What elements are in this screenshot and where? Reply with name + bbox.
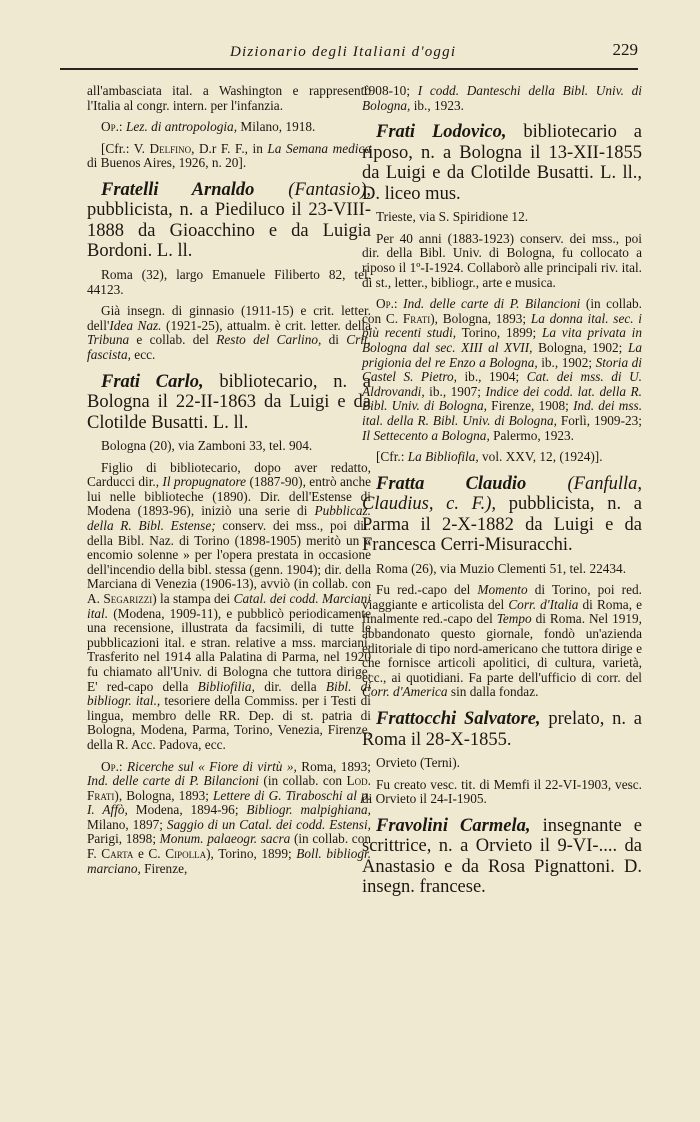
entry-address: Roma (26), via Muzio Clementi 51, tel. 22434.	[376, 560, 627, 576]
reference-note: [Cfr.: V. Delfino, D.r F. F., in La Semana medica di Buenos Aires, 1926, n. 20].	[87, 140, 372, 171]
entry-body: Fu red.-capo del Momento di Torino, poi red. viaggiante e articolista del Corr. d'Italia di Roma, e finalmente red.-capo del Tempo di Roma. Nel 1919, abbandonato questo giornale, fondò un'azienda editoriale di tipo nord-americano che tuttora dirige e che fornisce articoli apolitici, di cultura, varietà, ecc., ai quotidiani. Fa parte dell'ufficio di corr. del Corr. d'America sin dalla fondaz.	[362, 582, 643, 700]
entry-heading: Fratta Claudio (Fanfulla, Claudius, c. F.), pubblicista, n. a Parma il 2-X-1882 da Luigi e da Francesca Cerri-Misuracchi.	[362, 473, 642, 556]
works-list: Op.: Ind. delle carte di P. Bilancioni (in collab. con C. Frati), Bologna, 1893; La donna ital. sec. i più recenti studi, Torino, 1899; La vita privata in Bologna dal sec. XIII al XVII, Bologna, 1902; La prigionia del re Enzo a Bologna, ib., 1902; Storia di Castel S. Pietro, ib., 1904; Cat. dei mss. di U. Aldrovandi, ib., 1907; Indice dei codd. lat. della R. Bibl. Univ. di Bologna, Firenze, 1908; Ind. dei mss. ital. della R. Bibl. Univ. di Bologna, Forlì, 1909-23; Il Settecento a Bologna, Palermo, 1923.	[362, 296, 643, 443]
entry-address: Bologna (20), via Zamboni 33, tel. 904.	[101, 438, 313, 454]
works-list: Op.: Ricerche sul « Fiore di virtù », Roma, 1893; Ind. delle carte di P. Bilancioni (in collab. con Lod. Frati), Bologna, 1893; Lettere di G. Tiraboschi al p. I. Affò, Modena, 1894-96; Bibliogr. malpighiana, Milano, 1897; Saggio di un Catal. dei codd. Estensi, Parigi, 1898; Monum. palaeogr. sacra (in collab. con F. Carta e C. Cipolla), Torino, 1899; Boll. bibliogr. marciano, Firenze,	[87, 758, 372, 876]
entry-body: Figlio di bibliotecario, dopo aver redatto, Carducci dir., Il propugnatore (1887-90), entrò anche lui nelle biblioteche (1890). Dir. dell'Estense di Modena (1893-96), iniziò una serie di Pubblicaz. della R. Bibl. Estense; conserv. dei mss., poi dir. della Bibl. Naz. di Torino (1898-1905) meritò un « encomio solenne » per l'opera prestata in occasione dell'incendio della bibl. stessa (genn. 1904); dir. della Marciana di Venezia (1906-13), avviò (in collab. con A. Segarizzi) la stampa dei Catal. dei codd. Marciani ital. (Modena, 1909-11), e pubblicò periodicamente una recensione, illustrata da facsimili, di tutte le pubblicazioni ital. e stran. relative a mss. marciani. Trasferito nel 1914 alla Palatina di Parma, nel 1920 fu chiamato all'Univ. di Bologna che tuttora dirige. E' red-capo della Bibliofilia, dir. della Bibl. di bibliogr. ital., tesoriere della Commiss. per i Testi di lingua, membro delle RR. Dep. di st. patria di Bologna, Modena, Parma, Torino, Venezia, Firenze, della R. Acc. Padova, ecc.	[87, 459, 372, 752]
reference-note: [Cfr.: La Bibliofila, vol. XXV, 12, (1924)].	[376, 449, 603, 465]
entry-body: Già insegn. di ginnasio (1911-15) e crit. letter. dell'Idea Naz. (1921-25), attualm. è crit. letter. della Tribuna e collab. del Resto del Carlino, di Crit. fascista, ecc.	[87, 303, 372, 362]
entry-heading: Frattocchi Salvatore, prelato, n. a Roma il 28-X-1855.	[362, 709, 642, 750]
entry-address: Orvieto (Terni).	[376, 755, 460, 771]
entry-address: Roma (32), largo Emanuele Filiberto 82, tel. 44123.	[87, 266, 371, 297]
running-title: Dizionario degli Italiani d'oggi	[230, 44, 457, 60]
entry-heading: Fravolini Carmela, insegnante e scrittrice, n. a Orvieto il 9-VI-.... da Anastasio e da Rosa Pignattoni. D. insegn. francese.	[362, 815, 643, 898]
entry-body: Fu creato vesc. tit. di Memfi il 22-VI-1903, vesc. di Orvieto il 24-I-1905.	[362, 776, 642, 807]
page-header	[60, 38, 638, 70]
entry-heading: Fratelli Arnaldo (Fantasio), pubblicista, n. a Piediluco il 23-VIII-1888 da Gioacchino e da Luigia Bordoni. L. ll.	[87, 179, 372, 262]
entry-heading: Frati Carlo, bibliotecario, n. a Bologna il 22-II-1863 da Luigi e da Clotilde Busatti. L. ll.	[87, 371, 372, 433]
left-column	[87, 84, 371, 876]
works-continuation: 1908-10; I codd. Danteschi della Bibl. Univ. di Bologna, ib., 1923.	[362, 83, 642, 113]
right-column	[362, 84, 642, 898]
entry-address: Trieste, via S. Spiridione 12.	[376, 209, 529, 225]
entry-continuation: all'ambasciata ital. a Washington e rappresentò l'Italia al congr. intern. per l'infanzia.	[87, 83, 371, 113]
entry-heading: Frati Lodovico, bibliotecario a riposo, n. a Bologna il 13-XII-1855 da Luigi e da Clotilde Busatti. L. ll., D. liceo mus.	[362, 122, 642, 204]
page-number: 229	[612, 40, 638, 59]
entry-body: Per 40 anni (1883-1923) conserv. dei mss., poi dir. della Bibl. Univ. di Bologna, fu collocato a riposo il 1º-I-1924. Collaborò alle principali riv. ital. di st., letter., bibliogr., arte e musica.	[362, 230, 642, 290]
works-list: Op.: Lez. di antropologia, Milano, 1918.	[101, 119, 316, 135]
